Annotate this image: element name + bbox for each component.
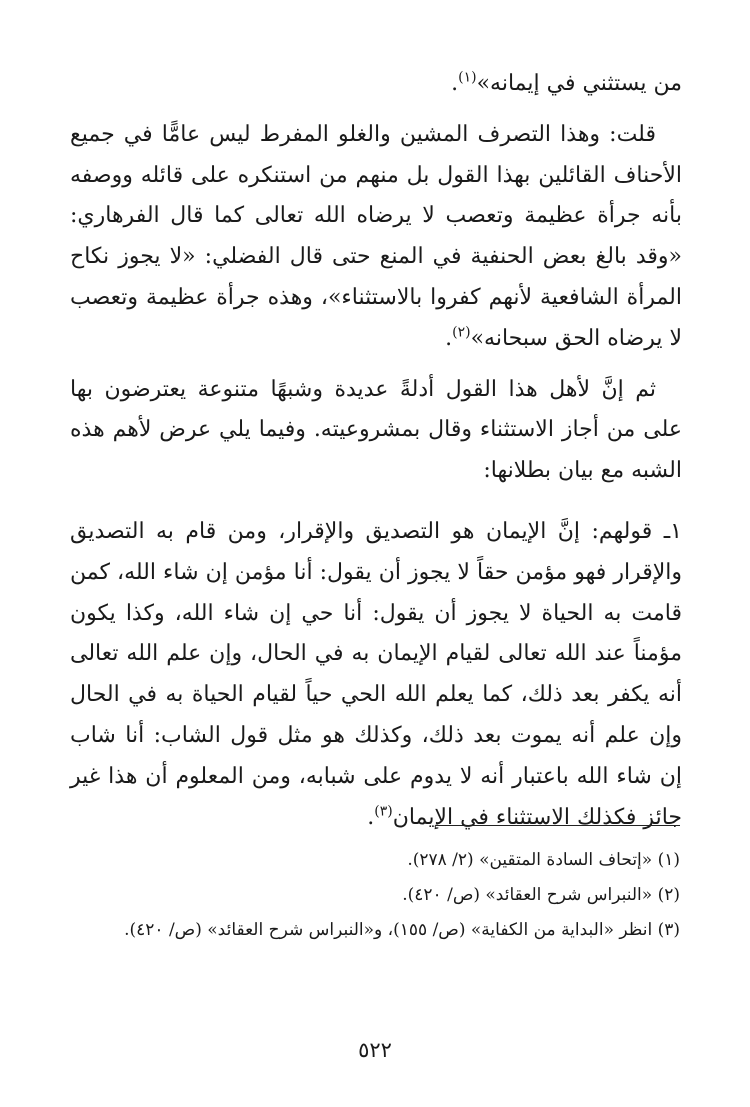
paragraph-2 — [70, 115, 682, 360]
footnote-2: (٢) «النبراس شرح العقائد» (ص/ ٤٢٠). — [402, 885, 680, 905]
paragraph-1 — [70, 64, 682, 105]
paragraph-3-text: ثم إنَّ لأهل هذا القول أدلةً عديدة وشبهًا متنوعة يعترضون بها على من أجاز الاستثناء وقال بمشروعيته. وفيما يلي عرض لأهم هذه الشبه مع بيان بطلانها: — [70, 376, 682, 484]
paragraph-4-text: ١ـ قولهم: إنَّ الإيمان هو التصديق والإقرار، ومن قام به التصديق والإقرار فهو مؤمن حقاً لا يجوز أن يقول: أنا مؤمن إن شاء الله، كمن قامت به الحياة لا يجوز أن يقول: أنا حي إن شاء الله، وكذا يكون مؤمناً عند الله تعالى لقيام الإيمان به في الحال، وإن علم الله تعالى أنه يكفر بعد ذلك، كما يعلم الله الحي حياً لقيام الحياة به في الحال وإن علم أنه يموت بعد ذلك، وكذلك هو مثل قول الشاب: أنا شاب إن شاء الله باعتبار أنه لا يدوم على شبابه، ومن المعلوم أن هذا غير جائز فكذلك الاستثناء في الإيمان — [70, 518, 682, 830]
page-number: ٥٢٢ — [358, 1038, 392, 1062]
footnotes — [70, 843, 680, 948]
paragraph-1-tail: . — [451, 71, 459, 96]
paragraph-3 — [70, 370, 682, 492]
footnote-ref-2: (٢) — [452, 324, 471, 341]
footnote-1: (١) «إتحاف السادة المتقين» (٢/ ٢٧٨). — [407, 850, 680, 870]
footnote-ref-3: (٣) — [374, 803, 393, 820]
paragraph-2-tail: . — [445, 325, 453, 351]
paragraph-4 — [70, 512, 682, 838]
paragraph-4-tail: . — [367, 804, 375, 830]
paragraph-1-text: من يستثني في إيمانه» — [476, 71, 682, 96]
main-text — [70, 64, 682, 838]
footnote-3: (٣) انظر «البداية من الكفاية» (ص/ ١٥٥)، و«النبراس شرح العقائد» (ص/ ٤٢٠). — [124, 920, 680, 940]
footnote-divider — [436, 825, 680, 826]
paragraph-2-text: قلت: وهذا التصرف المشين والغلو المفرط ليس عامًّا في جميع الأحناف القائلين بهذا القول بل منهم من استنكره على قائله ووصفه بأنه جرأة عظيمة وتعصب لا يرضاه الله تعالى كما قال الفرهاري: «وقد بالغ بعض الحنفية في المنع حتى قال الفضلي: «لا يجوز نكاح المرأة الشافعية لأنهم كفروا بالاستثناء»، وهذه جرأة عظيمة وتعصب لا يرضاه الحق سبحانه» — [70, 121, 682, 351]
footnote-ref-1: (١) — [458, 69, 477, 86]
